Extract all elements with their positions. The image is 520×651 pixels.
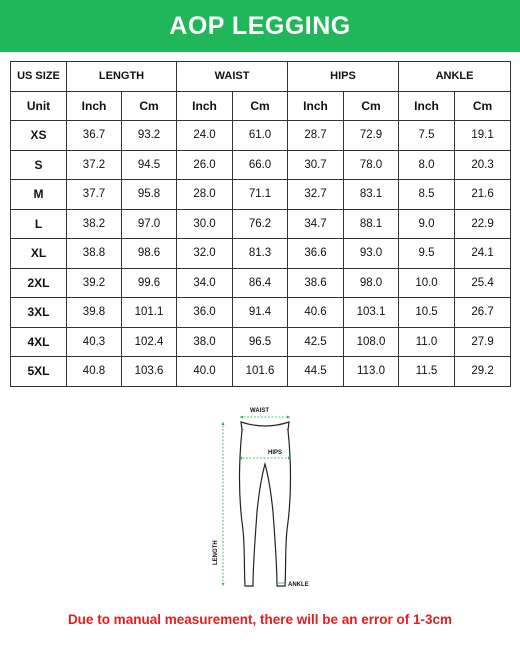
size-cell: XS — [11, 121, 67, 151]
size-cell: 2XL — [11, 268, 67, 298]
measurement-cell: 81.3 — [233, 239, 288, 269]
length-label: LENGTH — [213, 540, 219, 565]
header-length: LENGTH — [67, 62, 177, 92]
measurement-cell: 26.0 — [177, 150, 233, 180]
size-cell: 3XL — [11, 298, 67, 328]
measurement-cell: 8.5 — [399, 180, 455, 210]
measurement-cell: 40.0 — [177, 357, 233, 387]
measurement-cell: 113.0 — [344, 357, 399, 387]
measurement-cell: 24.0 — [177, 121, 233, 151]
table-row — [11, 180, 511, 210]
hips-label: HIPS — [268, 450, 283, 456]
waist-arrow — [240, 416, 290, 419]
header-us-size: US SIZE — [11, 62, 67, 92]
measurement-cell: 101.1 — [122, 298, 177, 328]
measurement-cell: 98.0 — [344, 268, 399, 298]
measurement-cell: 9.0 — [399, 209, 455, 239]
measurement-cell: 103.6 — [122, 357, 177, 387]
legging-outline — [240, 430, 291, 586]
measurement-cell: 94.5 — [122, 150, 177, 180]
measurement-cell: 38.0 — [177, 327, 233, 357]
unit-length-cm: Cm — [122, 91, 177, 121]
measurement-cell: 93.2 — [122, 121, 177, 151]
measurement-cell: 66.0 — [233, 150, 288, 180]
measurement-cell: 34.7 — [288, 209, 344, 239]
table-row — [11, 150, 511, 180]
waist-label: WAIST — [250, 408, 269, 414]
measurement-cell: 72.9 — [344, 121, 399, 151]
measurement-cell: 11.0 — [399, 327, 455, 357]
measurement-cell: 21.6 — [455, 180, 511, 210]
measurement-cell: 108.0 — [344, 327, 399, 357]
table-row — [11, 357, 511, 387]
measurement-cell: 38.8 — [67, 239, 122, 269]
table-header-row — [11, 62, 511, 92]
legging-diagram-svg — [205, 400, 315, 600]
table-row — [11, 298, 511, 328]
measurement-cell: 40.3 — [67, 327, 122, 357]
measurement-cell: 61.0 — [233, 121, 288, 151]
measurement-cell: 96.5 — [233, 327, 288, 357]
measurement-cell: 34.0 — [177, 268, 233, 298]
measurement-cell: 39.2 — [67, 268, 122, 298]
measurement-cell: 7.5 — [399, 121, 455, 151]
measurement-cell: 88.1 — [344, 209, 399, 239]
measurement-cell: 10.0 — [399, 268, 455, 298]
table-row — [11, 268, 511, 298]
measurement-cell: 71.1 — [233, 180, 288, 210]
measurement-cell: 28.0 — [177, 180, 233, 210]
measurement-cell: 38.6 — [288, 268, 344, 298]
size-cell: L — [11, 209, 67, 239]
measurement-cell: 27.9 — [455, 327, 511, 357]
measurement-cell: 40.8 — [67, 357, 122, 387]
measurement-cell: 37.2 — [67, 150, 122, 180]
measurement-cell: 8.0 — [399, 150, 455, 180]
unit-ankle-cm: Cm — [455, 91, 511, 121]
measurement-cell: 97.0 — [122, 209, 177, 239]
measurement-cell: 38.2 — [67, 209, 122, 239]
table-unit-row — [11, 91, 511, 121]
measurement-cell: 95.8 — [122, 180, 177, 210]
header-ankle: ANKLE — [399, 62, 511, 92]
measurement-cell: 32.7 — [288, 180, 344, 210]
measurement-cell: 37.7 — [67, 180, 122, 210]
measurement-cell: 44.5 — [288, 357, 344, 387]
measurement-cell: 76.2 — [233, 209, 288, 239]
size-chart-table — [10, 61, 511, 387]
measurement-cell: 91.4 — [233, 298, 288, 328]
measurement-note: Due to manual measurement, there will be an error of 1-3cm — [67, 612, 453, 627]
measurement-cell: 42.5 — [288, 327, 344, 357]
header-waist: WAIST — [177, 62, 288, 92]
unit-waist-inch: Inch — [177, 91, 233, 121]
table-row — [11, 327, 511, 357]
measurement-cell: 11.5 — [399, 357, 455, 387]
measurement-cell: 101.6 — [233, 357, 288, 387]
unit-hips-inch: Inch — [288, 91, 344, 121]
size-cell: S — [11, 150, 67, 180]
measurement-cell: 103.1 — [344, 298, 399, 328]
unit-length-inch: Inch — [67, 91, 122, 121]
legging-diagram — [205, 400, 315, 600]
measurement-cell: 22.9 — [455, 209, 511, 239]
table-row — [11, 239, 511, 269]
measurement-cell: 20.3 — [455, 150, 511, 180]
measurement-cell: 26.7 — [455, 298, 511, 328]
ankle-label: ANKLE — [288, 582, 309, 588]
measurement-cell: 29.2 — [455, 357, 511, 387]
measurement-cell: 102.4 — [122, 327, 177, 357]
table-row — [11, 121, 511, 151]
length-arrow — [222, 422, 225, 586]
measurement-cell: 99.6 — [122, 268, 177, 298]
header-hips: HIPS — [288, 62, 399, 92]
measurement-cell: 32.0 — [177, 239, 233, 269]
unit-label: Unit — [11, 91, 67, 121]
measurement-cell: 78.0 — [344, 150, 399, 180]
measurement-cell: 40.6 — [288, 298, 344, 328]
measurement-cell: 36.6 — [288, 239, 344, 269]
measurement-cell: 25.4 — [455, 268, 511, 298]
size-rows — [11, 121, 511, 387]
size-cell: XL — [11, 239, 67, 269]
unit-hips-cm: Cm — [344, 91, 399, 121]
measurement-cell: 30.0 — [177, 209, 233, 239]
title-banner — [0, 0, 520, 52]
measurement-cell: 36.0 — [177, 298, 233, 328]
page-title: AOP LEGGING — [169, 11, 351, 40]
size-cell: 4XL — [11, 327, 67, 357]
measurement-cell: 93.0 — [344, 239, 399, 269]
measurement-cell: 30.7 — [288, 150, 344, 180]
size-cell: 5XL — [11, 357, 67, 387]
measurement-cell: 36.7 — [67, 121, 122, 151]
table-row — [11, 209, 511, 239]
measurement-cell: 28.7 — [288, 121, 344, 151]
unit-ankle-inch: Inch — [399, 91, 455, 121]
measurement-cell: 98.6 — [122, 239, 177, 269]
unit-waist-cm: Cm — [233, 91, 288, 121]
measurement-cell: 10.5 — [399, 298, 455, 328]
measurement-cell: 24.1 — [455, 239, 511, 269]
measurement-cell: 39.8 — [67, 298, 122, 328]
measurement-cell: 83.1 — [344, 180, 399, 210]
measurement-cell: 9.5 — [399, 239, 455, 269]
size-cell: M — [11, 180, 67, 210]
measurement-cell: 86.4 — [233, 268, 288, 298]
measurement-cell: 19.1 — [455, 121, 511, 151]
